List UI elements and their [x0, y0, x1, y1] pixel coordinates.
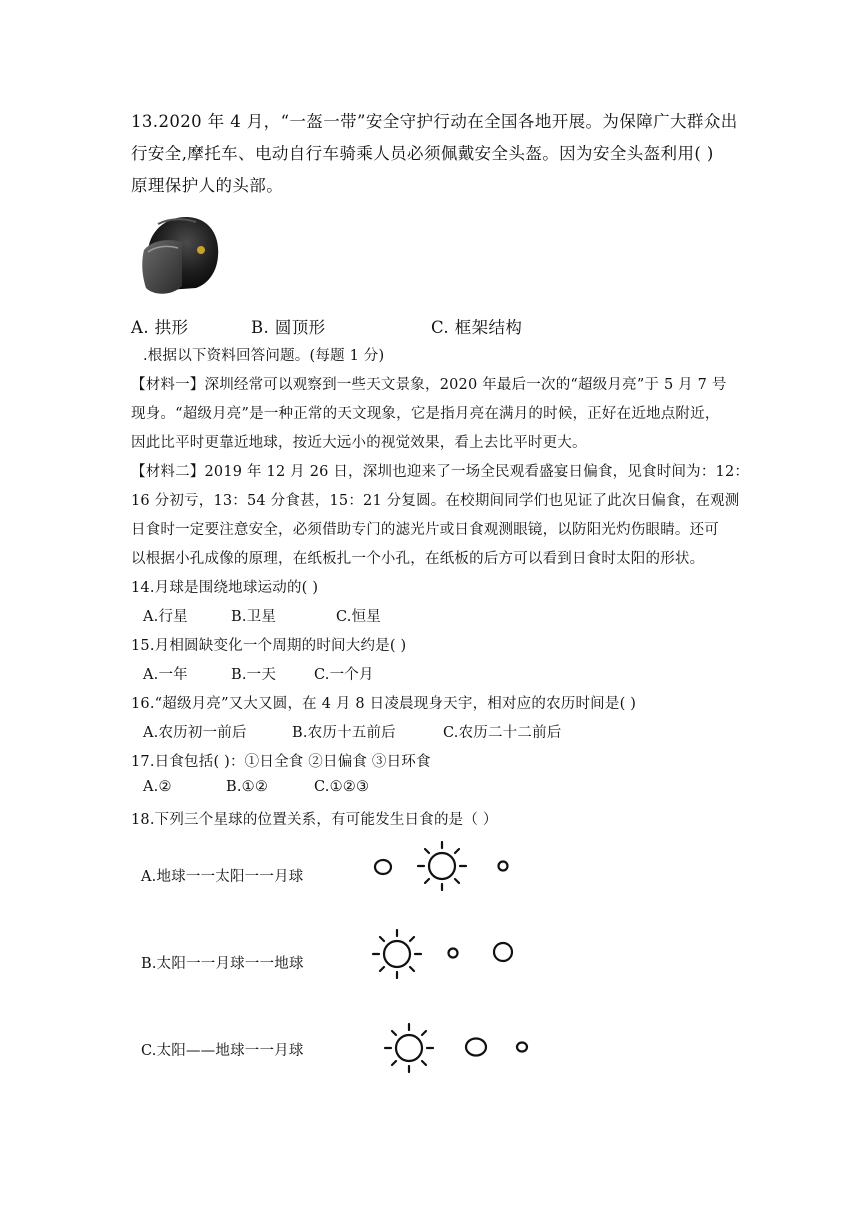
material-1-line-2: 现身。“超级月亮”是一种正常的天文现象，它是指月亮在满月的时候，正好在近地点附近，: [131, 406, 720, 422]
q13-option-c: C. 框架结构: [431, 318, 523, 337]
material-2-line-1: 【材料二】2019 年 12 月 26 日，深圳也迎来了一场全民观看盛宴日偏食，见食时间为：12：: [131, 464, 750, 480]
material-2-line-4: 以根据小孔成像的原理，在纸板扎一个小孔，在纸板的后方可以看到日食时太阳的形状。: [131, 551, 705, 567]
q18-figure-b: [360, 925, 530, 983]
q18-option-c: C.太阳——地球一一月球: [141, 1043, 304, 1059]
q17-option-a: A.②: [143, 779, 172, 795]
sun-icon: [373, 930, 421, 978]
q18-figure-a: [360, 838, 530, 896]
q15-option-c: C.一个月: [314, 667, 374, 683]
q17-option-b: B.①②: [226, 779, 269, 795]
q13-option-a: A. 拱形: [131, 318, 189, 337]
material-1-line-1: 【材料一】深圳经常可以观察到一些天文景象，2020 年最后一次的“超级月亮”于 5 月 7 号: [131, 377, 727, 393]
earth-icon: [494, 943, 512, 961]
moon-icon: [499, 862, 508, 871]
q15-option-a: A.一年: [143, 667, 188, 683]
earth-icon: [466, 1039, 486, 1056]
q18-option-a: A.地球一一太阳一一月球: [141, 869, 304, 885]
q16-option-a: A.农历初一前后: [143, 725, 247, 741]
earth-icon: [375, 860, 391, 874]
sun-icon: [385, 1024, 433, 1072]
helmet-image: [138, 212, 222, 298]
q17-option-c: C.①②③: [314, 779, 370, 795]
q13-line-2: 行安全,摩托车、电动自行车骑乘人员必须佩戴安全头盔。因为安全头盔利用( ): [131, 144, 714, 163]
q15-option-b: B.一天: [231, 667, 277, 683]
q16-stem: 16.“超级月亮”又大又圆，在 4 月 8 日凌晨现身天宇，相对应的农历时间是( ): [131, 696, 637, 712]
q16-option-b: B.农历十五前后: [292, 725, 396, 741]
q13-line-3: 原理保护人的头部。: [131, 176, 284, 195]
section-intro: .根据以下资料回答问题。(每题 1 分): [143, 348, 385, 364]
material-1-line-3: 因此比平时更靠近地球，按近大远小的视觉效果，看上去比平时更大。: [131, 435, 587, 451]
q14-option-c: C.恒星: [336, 609, 381, 625]
q14-option-b: B.卫星: [231, 609, 277, 625]
q14-stem: 14.月球是围绕地球运动的( ): [131, 580, 319, 596]
q18-figure-c: [370, 1016, 540, 1074]
q18-option-b: B.太阳一一月球一一地球: [141, 956, 304, 972]
material-2-line-2: 16 分初亏，13：54 分食甚，15：21 分复圆。在校期间同学们也见证了此次日偏食，在观测: [131, 493, 740, 509]
moon-icon: [449, 949, 458, 958]
q13-line-1: 13.2020 年 4 月，“一盔一带”安全守护行动在全国各地开展。为保障广大群众出: [131, 112, 738, 131]
q16-option-c: C.农历二十二前后: [443, 725, 562, 741]
sun-icon: [418, 842, 466, 890]
material-2-line-3: 日食时一定要注意安全，必须借助专门的滤光片或日食观测眼镜，以防阳光灼伤眼睛。还可: [131, 522, 719, 538]
q18-stem: 18.下列三个星球的位置关系，有可能发生日食的是（ ）: [131, 812, 498, 828]
q15-stem: 15.月相圆缺变化一个周期的时间大约是( ): [131, 638, 407, 654]
q14-option-a: A.行星: [143, 609, 188, 625]
q13-option-b: B. 圆顶形: [251, 318, 326, 337]
moon-icon: [517, 1043, 527, 1052]
q17-stem: 17.日食包括( )：①日全食 ②日偏食 ③日环食: [131, 754, 431, 770]
